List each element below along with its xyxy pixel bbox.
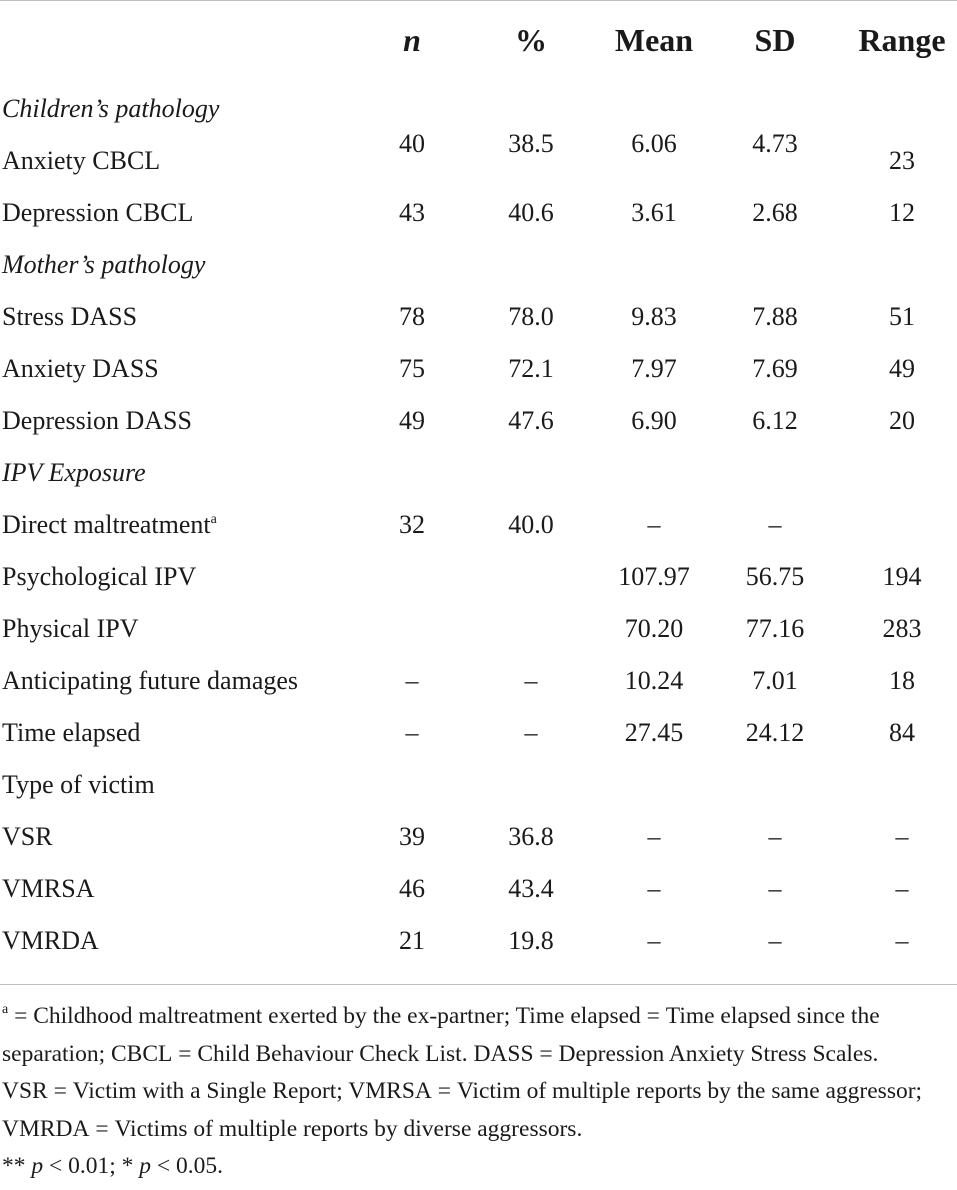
- section-label: Children’s pathology: [2, 94, 220, 123]
- row-label: Anticipating future damages: [2, 666, 299, 695]
- row-label: Time elapsed: [2, 718, 141, 747]
- footnote-marker: a: [2, 1002, 9, 1017]
- row-label: VMRSA: [2, 874, 95, 903]
- row-label: Anxiety DASS: [2, 354, 159, 383]
- section-label: IPV Exposure: [2, 458, 146, 487]
- footnote-marker: a: [210, 512, 217, 527]
- row-label: Anxiety CBCL: [2, 146, 161, 175]
- row-label: Depression DASS: [2, 406, 192, 435]
- footnote-definitions: [2, 998, 957, 1148]
- row-label: Psychological IPV: [2, 562, 197, 591]
- footnote-significance: ** p < 0.01; * p < 0.05.: [2, 1153, 224, 1179]
- section-label: Mother’s pathology: [2, 250, 206, 279]
- row-label: Type of victim: [2, 770, 155, 799]
- row-label: Direct maltreatment$^a$: [2, 510, 217, 539]
- footnote-text: = Childhood maltreatment exerted by the ex-partner; Time elapsed = Time elapsed since the separation; CBCL = Child Behaviour Check List. DASS = Depression Anxiety Stress Scales. VSR = Victim with a Single Report; VMRSA = Victim of multiple reports by the same aggressor; VMRDA = Victims of multiple reports by diverse aggressors.: [2, 1003, 923, 1142]
- row-label: Depression CBCL: [2, 198, 194, 227]
- row-label: VSR: [2, 822, 53, 851]
- table-bottom-rule: [0, 984, 957, 985]
- row-label: VMRDA: [2, 926, 99, 955]
- table-footnote: [2, 998, 957, 1186]
- row-label: Stress DASS: [2, 302, 138, 331]
- table-top-rule: [0, 0, 957, 1]
- row-label: Physical IPV: [2, 614, 139, 643]
